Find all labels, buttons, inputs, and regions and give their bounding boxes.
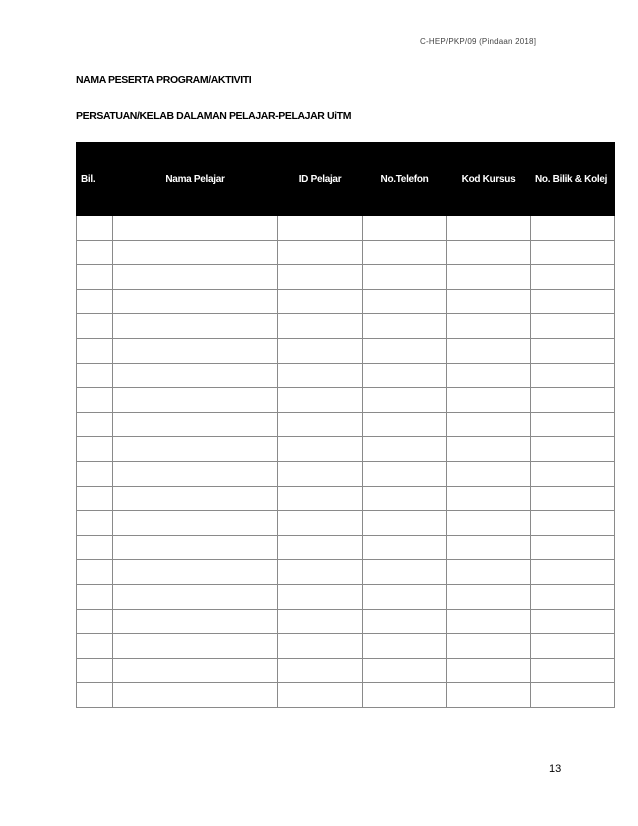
table-cell: [113, 511, 278, 536]
table-cell: [447, 683, 531, 708]
table-cell: [363, 412, 447, 437]
table-cell: [278, 486, 363, 511]
table-cell: [531, 535, 615, 560]
table-cell: [113, 535, 278, 560]
table-cell: [363, 437, 447, 462]
table-cell: [531, 265, 615, 290]
table-row: [77, 412, 615, 437]
table-cell: [447, 437, 531, 462]
table-cell: [363, 584, 447, 609]
table-cell: [278, 412, 363, 437]
table-cell: [113, 634, 278, 659]
table-row: [77, 314, 615, 339]
column-header-no-telefon: No.Telefon: [363, 143, 447, 216]
table-cell: [278, 560, 363, 585]
table-row: [77, 535, 615, 560]
table-cell: [113, 437, 278, 462]
table-cell: [363, 658, 447, 683]
table-cell: [531, 412, 615, 437]
table-cell: [77, 658, 113, 683]
table-cell: [278, 388, 363, 413]
table-cell: [77, 338, 113, 363]
table-cell: [77, 560, 113, 585]
table-cell: [531, 683, 615, 708]
table-cell: [363, 388, 447, 413]
table-cell: [278, 240, 363, 265]
table-row: [77, 338, 615, 363]
table-cell: [531, 461, 615, 486]
table-cell: [77, 634, 113, 659]
table-cell: [447, 609, 531, 634]
table-cell: [447, 658, 531, 683]
table-cell: [531, 388, 615, 413]
table-cell: [531, 363, 615, 388]
table-cell: [363, 634, 447, 659]
table-cell: [278, 584, 363, 609]
column-header-id-pelajar: ID Pelajar: [278, 143, 363, 216]
table-cell: [77, 511, 113, 536]
participants-heading: NAMA PESERTA PROGRAM/AKTIVITI: [76, 74, 252, 86]
table-cell: [447, 560, 531, 585]
table-row: [77, 363, 615, 388]
table-cell: [278, 314, 363, 339]
table-cell: [113, 363, 278, 388]
table-row: [77, 634, 615, 659]
table-cell: [363, 560, 447, 585]
table-cell: [363, 216, 447, 241]
table-cell: [77, 461, 113, 486]
table-cell: [278, 461, 363, 486]
table-cell: [77, 289, 113, 314]
table-cell: [77, 486, 113, 511]
table-cell: [363, 683, 447, 708]
table-cell: [278, 338, 363, 363]
table-cell: [278, 289, 363, 314]
table-cell: [447, 535, 531, 560]
table-cell: [531, 609, 615, 634]
table-cell: [77, 683, 113, 708]
table-cell: [113, 461, 278, 486]
table-cell: [531, 314, 615, 339]
table-cell: [278, 363, 363, 388]
table-cell: [113, 584, 278, 609]
table-cell: [278, 658, 363, 683]
table-cell: [447, 314, 531, 339]
document-code: C-HEP/PKP/09 (Pindaan 2018]: [420, 37, 537, 46]
table-cell: [531, 486, 615, 511]
table-cell: [531, 289, 615, 314]
table-cell: [113, 486, 278, 511]
table-cell: [531, 634, 615, 659]
table-cell: [113, 412, 278, 437]
table-cell: [363, 486, 447, 511]
table-cell: [363, 265, 447, 290]
table-cell: [447, 289, 531, 314]
table-cell: [531, 216, 615, 241]
table-cell: [447, 412, 531, 437]
table-cell: [77, 535, 113, 560]
table-cell: [447, 363, 531, 388]
table-cell: [447, 584, 531, 609]
table-cell: [447, 461, 531, 486]
table-cell: [77, 363, 113, 388]
table-cell: [113, 216, 278, 241]
table-cell: [278, 683, 363, 708]
table-cell: [113, 609, 278, 634]
table-cell: [447, 511, 531, 536]
table-cell: [363, 314, 447, 339]
table-cell: [77, 584, 113, 609]
table-cell: [531, 658, 615, 683]
club-heading: PERSATUAN/KELAB DALAMAN PELAJAR-PELAJAR UiTM: [76, 110, 352, 122]
table-cell: [363, 363, 447, 388]
table-cell: [77, 437, 113, 462]
table-cell: [447, 486, 531, 511]
table-row: [77, 437, 615, 462]
table-cell: [77, 609, 113, 634]
table-cell: [363, 511, 447, 536]
table-row: [77, 289, 615, 314]
column-header-bil: Bil.: [77, 143, 113, 216]
table-cell: [113, 240, 278, 265]
table-row: [77, 560, 615, 585]
table-row: [77, 388, 615, 413]
table-cell: [113, 388, 278, 413]
table-cell: [363, 240, 447, 265]
table-cell: [278, 216, 363, 241]
table-cell: [447, 634, 531, 659]
column-header-kod-kursus: Kod Kursus: [447, 143, 531, 216]
table-cell: [447, 338, 531, 363]
table-cell: [278, 511, 363, 536]
table-cell: [531, 511, 615, 536]
table-cell: [363, 535, 447, 560]
table-cell: [363, 289, 447, 314]
table-cell: [447, 388, 531, 413]
table-cell: [363, 338, 447, 363]
table-cell: [77, 216, 113, 241]
table-row: [77, 683, 615, 708]
table-row: [77, 609, 615, 634]
column-header-nama-pelajar: Nama Pelajar: [113, 143, 278, 216]
table-body: [77, 216, 615, 708]
table-header-row: [77, 143, 615, 216]
table-row: [77, 216, 615, 241]
table-cell: [113, 289, 278, 314]
participant-table: [76, 142, 615, 708]
table-cell: [113, 314, 278, 339]
page-number: 13: [549, 763, 562, 775]
table-cell: [531, 338, 615, 363]
table-cell: [77, 314, 113, 339]
table-row: [77, 240, 615, 265]
table-cell: [113, 265, 278, 290]
table-row: [77, 486, 615, 511]
table-row: [77, 461, 615, 486]
table-cell: [531, 584, 615, 609]
column-header-no-bilik-kolej: No. Bilik & Kolej: [531, 143, 615, 216]
table-cell: [363, 609, 447, 634]
table-cell: [278, 535, 363, 560]
table-cell: [113, 658, 278, 683]
table-cell: [77, 412, 113, 437]
table-row: [77, 265, 615, 290]
table-cell: [531, 437, 615, 462]
table-row: [77, 658, 615, 683]
table-cell: [447, 216, 531, 241]
table-cell: [113, 338, 278, 363]
table-cell: [447, 240, 531, 265]
table-cell: [531, 560, 615, 585]
table-cell: [77, 265, 113, 290]
table-cell: [447, 265, 531, 290]
table-cell: [113, 683, 278, 708]
table-cell: [363, 461, 447, 486]
table-cell: [77, 388, 113, 413]
table-cell: [531, 240, 615, 265]
table-cell: [278, 437, 363, 462]
table-cell: [113, 560, 278, 585]
table-cell: [278, 634, 363, 659]
table-cell: [77, 240, 113, 265]
table-row: [77, 511, 615, 536]
table-row: [77, 584, 615, 609]
table-cell: [278, 609, 363, 634]
table-cell: [278, 265, 363, 290]
